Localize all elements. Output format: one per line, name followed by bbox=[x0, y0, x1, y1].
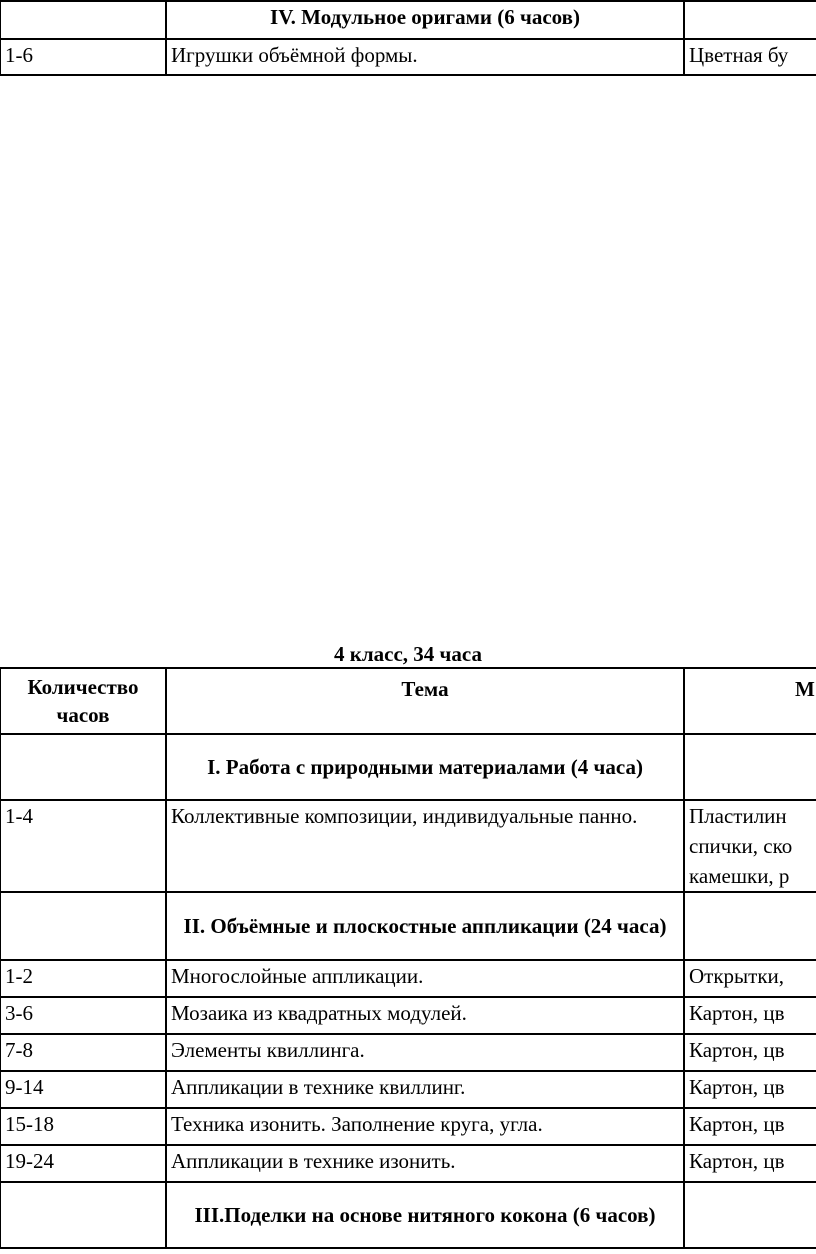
top-table bbox=[0, 0, 816, 76]
main-table bbox=[0, 667, 816, 1249]
header-materials: М bbox=[684, 668, 816, 734]
materials-cell: Картон, цв bbox=[684, 1071, 816, 1108]
header-hours: Количество часов bbox=[0, 668, 166, 734]
section-row bbox=[0, 734, 816, 800]
empty-cell bbox=[684, 892, 816, 960]
table-caption: 4 класс, 34 часа bbox=[334, 642, 482, 666]
table-row bbox=[0, 1071, 816, 1108]
materials-cell: Картон, цв bbox=[684, 1034, 816, 1071]
header-topic: Тема bbox=[166, 668, 684, 734]
materials-cell: Картон, цв bbox=[684, 997, 816, 1034]
section-title: I. Работа с природными материалами (4 часа) bbox=[166, 734, 684, 800]
empty-cell bbox=[684, 734, 816, 800]
table-row bbox=[0, 800, 816, 892]
section-title: IV. Модульное оригами (6 часов) bbox=[166, 1, 684, 39]
hours-cell: 19-24 bbox=[0, 1145, 166, 1182]
empty-cell bbox=[0, 734, 166, 800]
empty-cell bbox=[684, 1182, 816, 1248]
section-row bbox=[0, 892, 816, 960]
materials-cell: Открытки, bbox=[684, 960, 816, 997]
topic-cell: Аппликации в технике квиллинг. bbox=[166, 1071, 684, 1108]
hours-cell: 9-14 bbox=[0, 1071, 166, 1108]
section-title: III.Поделки на основе нитяного кокона (6 часов) bbox=[166, 1182, 684, 1248]
section-row bbox=[0, 1, 816, 39]
topic-cell: Мозаика из квадратных модулей. bbox=[166, 997, 684, 1034]
header-row bbox=[0, 668, 816, 734]
topic-cell: Аппликации в технике изонить. bbox=[166, 1145, 684, 1182]
hours-cell: 3-6 bbox=[0, 997, 166, 1034]
table-row bbox=[0, 1145, 816, 1182]
hours-cell: 7-8 bbox=[0, 1034, 166, 1071]
table-row bbox=[0, 39, 816, 75]
topic-cell: Игрушки объёмной формы. bbox=[166, 39, 684, 75]
topic-cell: Коллективные композиции, индивидуальные панно. bbox=[166, 800, 684, 892]
topic-cell: Элементы квиллинга. bbox=[166, 1034, 684, 1071]
section-title: II. Объёмные и плоскостные аппликации (24 часа) bbox=[166, 892, 684, 960]
hours-cell: 1-2 bbox=[0, 960, 166, 997]
topic-cell: Многослойные аппликации. bbox=[166, 960, 684, 997]
hours-cell: 15-18 bbox=[0, 1108, 166, 1145]
table-row bbox=[0, 960, 816, 997]
hours-cell: 1-6 bbox=[0, 39, 166, 75]
table-row bbox=[0, 1108, 816, 1145]
topic-cell: Техника изонить. Заполнение круга, угла. bbox=[166, 1108, 684, 1145]
empty-cell bbox=[0, 1182, 166, 1248]
materials-cell: Цветная бу bbox=[684, 39, 816, 75]
table-row bbox=[0, 1034, 816, 1071]
table-row bbox=[0, 997, 816, 1034]
empty-cell bbox=[0, 1, 166, 39]
empty-cell bbox=[0, 892, 166, 960]
hours-cell: 1-4 bbox=[0, 800, 166, 892]
materials-cell: Пластилин спички, ско камешки, р bbox=[684, 800, 816, 892]
materials-cell: Картон, цв bbox=[684, 1145, 816, 1182]
section-row bbox=[0, 1182, 816, 1248]
materials-cell: Картон, цв bbox=[684, 1108, 816, 1145]
empty-cell bbox=[684, 1, 816, 39]
